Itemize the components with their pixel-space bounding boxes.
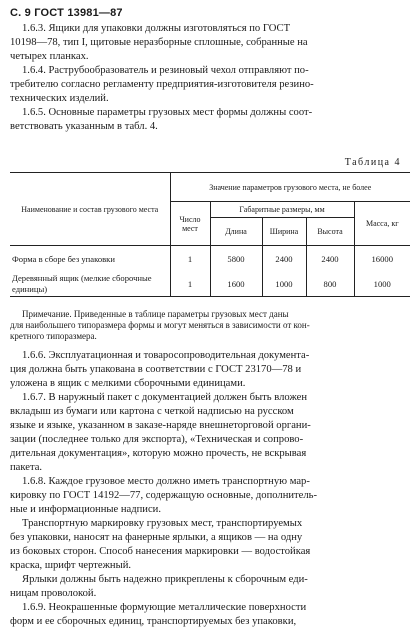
text-line: Ярлыки должны быть надежно прикреплены к сборочным еди-: [22, 574, 308, 585]
cell-mass: 16000: [354, 246, 410, 272]
cell-width: 2400: [262, 246, 306, 272]
text-line: 1.6.6. Эксплуатационная и товаросопроводительная документа-: [22, 350, 310, 361]
cell-height: 2400: [306, 246, 354, 272]
text-line: вкладыш из бумаги или картона с четкой надписью на русском: [10, 406, 294, 417]
cell-count: 1: [170, 271, 210, 297]
paragraph-1-6-8: [10, 475, 410, 517]
cell-height: 800: [306, 271, 354, 297]
header-name: Наименование и состав грузового места: [10, 173, 170, 246]
cell-name: Форма в сборе без упаковки: [12, 253, 115, 264]
text-line: 1.6.8. Каждое грузовое место должно иметь транспортную мар-: [22, 476, 310, 487]
text-line: для наибольшего типоразмера формы и могут меняться в зависимости от кон-: [10, 320, 310, 330]
text-line: Транспортную маркировку грузовых мест, транспортируемых: [22, 518, 303, 529]
table-row: [10, 271, 410, 297]
text-line: дительная документация», которую можно прочесть, не вскрывая: [10, 448, 307, 459]
header-dims: Габаритные размеры, мм: [210, 202, 354, 218]
text-line: кировку по ГОСТ 14192—77, содержащую основные, дополнитель-: [10, 490, 318, 501]
paragraph-marking: [10, 517, 410, 573]
text-line: языке и языке, указанном в заказе-наряде внешнеторговой органи-: [10, 420, 311, 431]
text-line: из боковых сторон. Способ нанесения маркировки — водостойкая: [10, 546, 311, 557]
table-4: [10, 172, 410, 297]
cell-mass: 1000: [354, 271, 410, 297]
header-count: Число мест: [170, 202, 210, 246]
text-line: ветствовать указанным в табл. 4.: [10, 121, 158, 132]
text-line: Примечание. Приведенные в таблице параметры грузовых мест даны: [22, 309, 289, 319]
text-line: требителю согласно регламенту предприятия-изготовителя резино-: [10, 79, 314, 90]
page-header: С. 9 ГОСТ 13981—87: [10, 7, 123, 19]
text-line: 10198—78, тип I, щитовые неразборные сплошные, собранные на: [10, 37, 308, 48]
text-line: пакета.: [10, 462, 43, 473]
paragraph-1-6-7: [10, 391, 410, 475]
header-mass: Масса, кг: [354, 202, 410, 246]
text-line: без упаковки, наносят на фанерные ярлыки, а ящиков — на одну: [10, 532, 303, 543]
header-group: Значение параметров грузового места, не более: [170, 173, 410, 202]
cell-length: 1600: [210, 271, 262, 297]
text-line: четырех планках.: [10, 51, 89, 62]
text-line: технических изделий.: [10, 93, 109, 104]
text-line: ные и информационные надписи.: [10, 504, 161, 515]
cell-name: Деревянный ящик (мелкие сборочные единицы): [10, 271, 170, 297]
header-width: Ширина: [262, 218, 306, 246]
paragraph-1-6-4: [10, 64, 410, 106]
text-line: ницам проволокой.: [10, 588, 97, 599]
text-line: ция должна быть упакована в соответствии с ГОСТ 23170—78 и: [10, 364, 302, 375]
header-height: Высота: [306, 218, 354, 246]
cell-count: 1: [170, 246, 210, 272]
cell-length: 5800: [210, 246, 262, 272]
paragraph-1-6-9: [10, 601, 410, 629]
text-line: 1.6.7. В наружный пакет с документацией должен быть вложен: [22, 392, 308, 403]
paragraph-1-6-3: [10, 22, 410, 64]
paragraph-1-6-6: [10, 349, 410, 391]
text-line: 1.6.5. Основные параметры грузовых мест формы должны соот-: [22, 107, 313, 118]
text-line: 1.6.3. Ящики для упаковки должны изготовляться по ГОСТ: [22, 23, 291, 34]
text-line: краска, шрифт чертежный.: [10, 560, 132, 571]
table-note: [10, 309, 410, 342]
text-line: 1.6.9. Неокрашенные формующие металлические поверхности: [22, 602, 307, 613]
table-row: [10, 246, 410, 272]
paragraph-1-6-5: [10, 106, 410, 134]
header-length: Длина: [210, 218, 262, 246]
cell-width: 1000: [262, 271, 306, 297]
text-line: 1.6.4. Раструбообразователь и резиновый чехол отправляют по-: [22, 65, 309, 76]
table-caption: Таблица 4: [344, 157, 401, 168]
text-line: уложена в ящик с мелкими сборочными единицами.: [10, 378, 246, 389]
text-line: кретного типоразмера.: [10, 331, 97, 341]
text-line: форм и ее сборочных единиц, транспортируемых без упаковки,: [10, 616, 297, 627]
paragraph-labels: [10, 573, 410, 601]
text-line: зации (последнее только для экспорта), «Техническая и сопрово-: [10, 434, 304, 445]
